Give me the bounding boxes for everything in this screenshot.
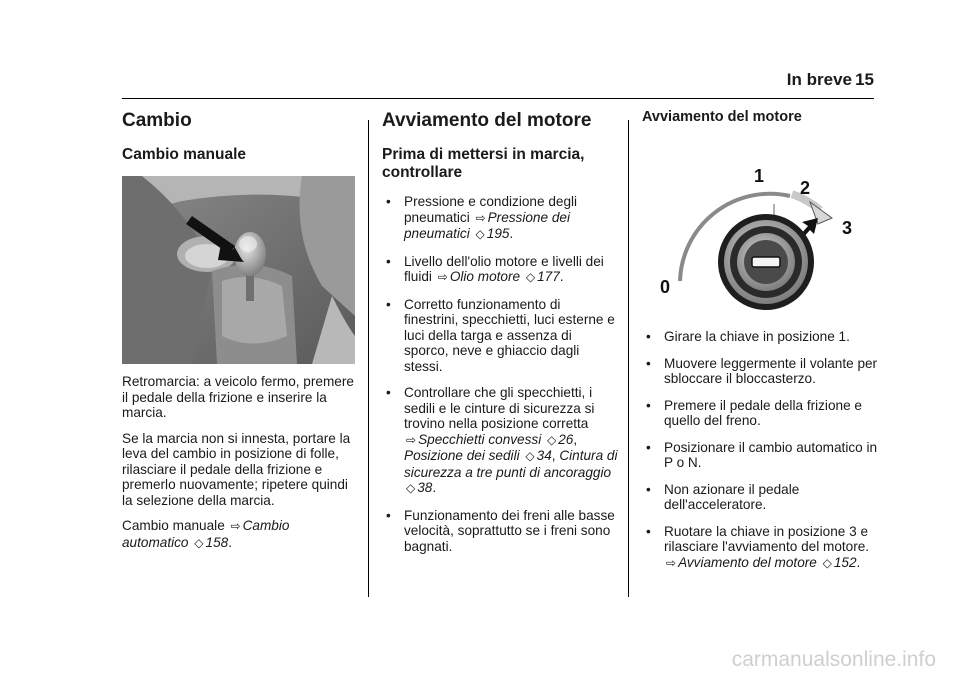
link-page-38[interactable]: 38 xyxy=(417,480,433,495)
link-avviamento-motore[interactable]: Avviamento del motore xyxy=(678,554,817,570)
checklist xyxy=(382,194,618,554)
list-item: • Girare la chiave in posizione 1. xyxy=(646,329,850,344)
list-item: • Corretto funzionamento di finestrini, specchietti, luci esterne e luci della targa e assenza di sporco, neve e ghiaccio dagli stessi. xyxy=(386,296,615,374)
heading-avviamento-motore: Avviamento del motore xyxy=(382,110,592,131)
reference-arrow-icon: ⇨ xyxy=(475,210,486,225)
list-item: • Ruotare la chiave in posizione 3 e rilasciare l'avviamento del motore. ⇨ Avviamento del motore ◇ 152. xyxy=(646,523,870,570)
paragraph-crossref: Cambio manuale ⇨ Cambio automatico ◇ 158. xyxy=(122,518,290,550)
paragraph-innesto: Se la marcia non si innesta, portare la leva del cambio in posizione di folle, rilasciare il pedale della frizione e premerlo nuovamente; ripetere quindi la selezione della marcia. xyxy=(122,430,351,508)
reference-arrow-icon: ⇨ xyxy=(230,519,241,533)
list-item: • Muovere leggermente il volante per sbloccare il bloccasterzo. xyxy=(646,355,878,386)
bullet-icon: • xyxy=(646,355,651,371)
header-section-title: In breve xyxy=(786,70,852,89)
link-page-195[interactable]: 195 xyxy=(486,226,510,241)
reference-arrow-icon: ⇨ xyxy=(437,270,448,284)
page-ref-icon: ◇ xyxy=(194,535,204,550)
link-page-34[interactable]: 34 xyxy=(536,448,552,463)
paragraph-retromarcia: Retromarcia: a veicolo fermo, premere il pedale della frizione e inserire la marcia. xyxy=(122,374,354,420)
link-cambio-automatico[interactable]: Cambio automatico xyxy=(122,518,290,550)
heading-cambio: Cambio xyxy=(122,110,192,131)
link-page-152[interactable]: 152 xyxy=(833,554,857,570)
column-1 xyxy=(122,108,358,561)
heading-avviamento-motore-sub: Avviamento del motore xyxy=(642,109,802,125)
page-ref-icon: ◇ xyxy=(525,449,535,463)
reference-arrow-icon: ⇨ xyxy=(406,432,417,447)
bullet-icon: • xyxy=(386,296,391,312)
list-item: • Livello dell'olio motore e livelli dei fluidi ⇨ Olio motore ◇ 177. xyxy=(386,253,604,284)
bullet-icon: • xyxy=(646,523,651,539)
dial-label-2: 2 xyxy=(800,178,811,198)
bullet-icon: • xyxy=(646,481,651,497)
bullet-icon: • xyxy=(646,329,651,344)
link-posizione-sedili[interactable]: Posizione dei sedili xyxy=(404,448,520,463)
page-number: 15 xyxy=(855,70,874,89)
bullet-icon: • xyxy=(646,439,651,455)
link-olio-motore[interactable]: Olio motore xyxy=(449,269,521,284)
bullet-icon: • xyxy=(386,253,391,269)
page-ref-icon: ◇ xyxy=(822,555,832,570)
ignition-key-diagram xyxy=(642,136,878,311)
list-item: • Funzionamento dei freni alle basse velocità, soprattutto se i freni sono bagnati. xyxy=(386,507,615,554)
steps-list xyxy=(642,329,878,571)
bullet-icon: • xyxy=(386,385,391,400)
list-item: • Premere il pedale della frizione e quello del freno. xyxy=(646,397,862,428)
link-cintura-sicurezza[interactable]: Cintura di sicurezza a tre punti di ancoraggio xyxy=(404,448,618,480)
list-item: • Pressione e condizione degli pneumatici ⇨ Pressione dei pneumatici ◇ 195. xyxy=(386,194,578,241)
link-specchietti-convessi[interactable]: Specchietti convessi xyxy=(418,431,542,447)
dial-label-0: 0 xyxy=(660,277,671,297)
heading-cambio-manuale: Cambio manuale xyxy=(122,146,247,163)
heading-prima-di-mettersi: Prima di mettersi in marcia, controllare xyxy=(382,146,585,181)
column-divider-2 xyxy=(628,120,629,597)
page-ref-icon: ◇ xyxy=(525,270,536,284)
header-divider xyxy=(122,98,874,99)
page-ref-icon: ◇ xyxy=(406,481,416,495)
dial-label-3: 3 xyxy=(842,218,853,238)
bullet-icon: • xyxy=(646,397,651,413)
link-pressione-pneumatici[interactable]: Pressione dei pneumatici xyxy=(404,209,570,241)
list-item: • Controllare che gli specchietti, i sedili e le cinture di sicurezza si trovino nella posizione corretta ⇨ Specchietti convessi ◇ 26, Posizione dei sedili ◇ 34, Cintura di sicurezza a tre punti di ancoraggio ◇ 38. xyxy=(386,385,618,495)
list-item: • Posizionare il cambio automatico in P o N. xyxy=(646,439,878,470)
list-item: • Non azionare il pedale dell'acceleratore. xyxy=(646,481,800,512)
link-page-26[interactable]: 26 xyxy=(558,431,574,447)
page-ref-icon: ◇ xyxy=(547,432,557,447)
gear-shift-photo xyxy=(122,176,355,364)
reference-arrow-icon: ⇨ xyxy=(666,555,677,570)
page-ref-icon: ◇ xyxy=(475,227,485,241)
bullet-icon: • xyxy=(386,194,391,209)
link-page-158[interactable]: 158 xyxy=(205,534,229,550)
column-divider-1 xyxy=(368,120,369,597)
link-page-177[interactable]: 177 xyxy=(537,269,560,284)
bullet-icon: • xyxy=(386,507,391,523)
column-2 xyxy=(382,108,618,565)
dial-label-1: 1 xyxy=(754,166,765,186)
column-3 xyxy=(642,108,878,582)
watermark: carmanualsonline.info xyxy=(731,648,936,671)
